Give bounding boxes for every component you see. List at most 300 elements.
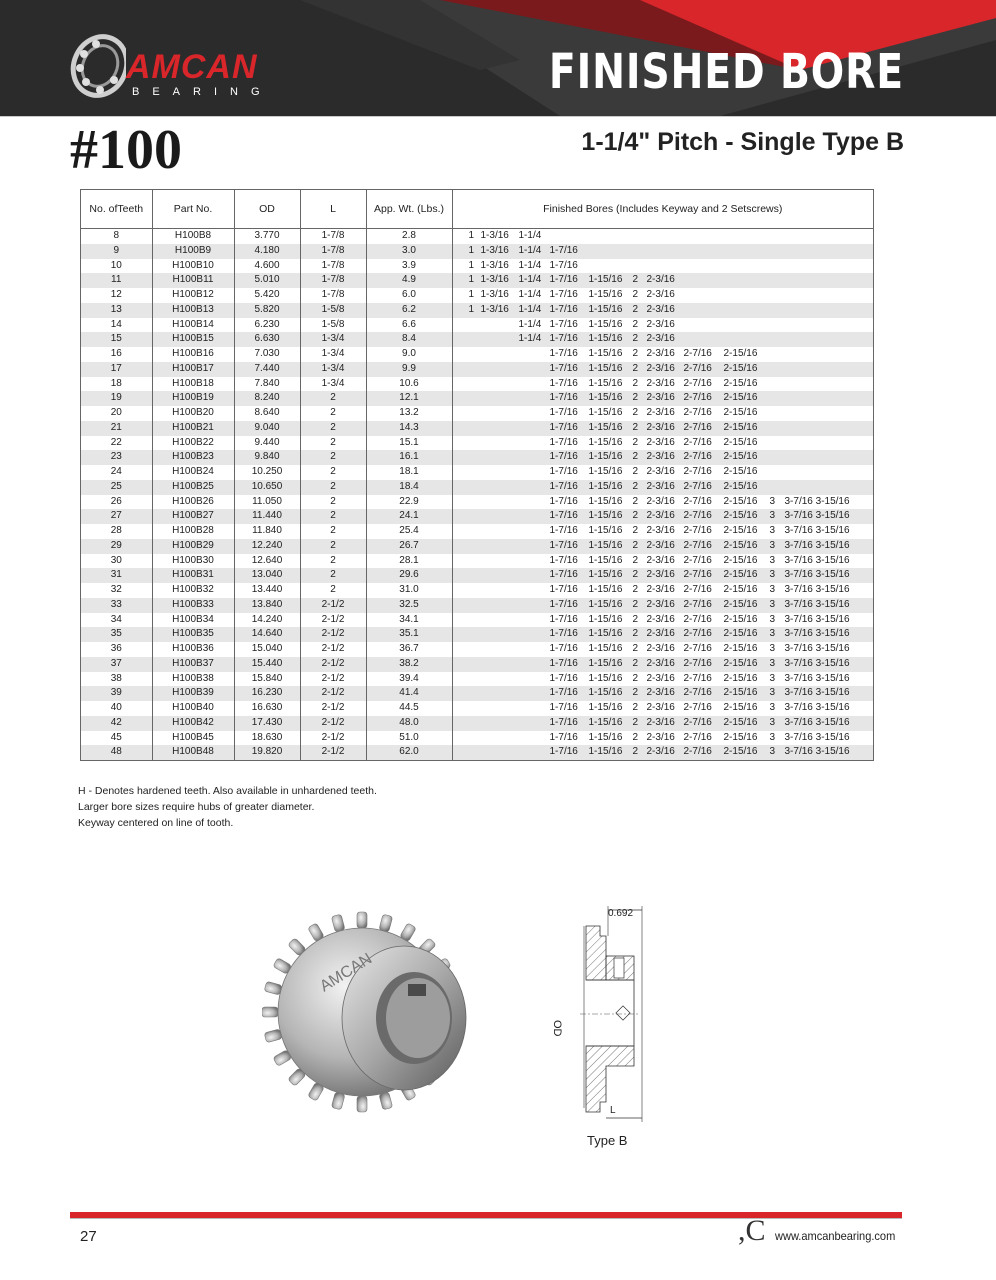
bore-size: 1-7/16 (549, 702, 578, 713)
cell-teeth: 26 (81, 495, 152, 510)
bore-size: 2-3/16 (646, 598, 675, 610)
cell-teeth: 27 (81, 509, 152, 524)
bore-size: 2-15/16 (723, 495, 758, 507)
bore-size: 2-3/16 (646, 746, 675, 758)
cell-od: 11.440 (234, 509, 300, 524)
cell-weight: 6.6 (366, 318, 452, 333)
bore-size: 2-15/16 (723, 598, 758, 610)
bore-size: 2 (632, 510, 639, 522)
bore-size: 1-7/16 (549, 643, 578, 654)
bore-size: 3-7/16 3-15/16 (784, 525, 850, 536)
bore-size: 1-15/16 (588, 628, 623, 640)
bore-size: 2-7/16 (683, 362, 712, 374)
cell-part-no: H100B22 (152, 436, 234, 451)
bore-size: 2-7/16 (683, 628, 712, 640)
bore-size: 1-15/16 (588, 687, 623, 699)
bore-size: 2-3/16 (646, 451, 675, 463)
bore-size: 2-7/16 (683, 539, 712, 551)
sprocket-tooth (331, 1092, 345, 1110)
table-row (81, 657, 873, 672)
table-row (81, 745, 873, 760)
bore-size: 1-15/16 (588, 303, 623, 315)
cell-od: 5.820 (234, 303, 300, 318)
cell-weight: 15.1 (366, 436, 452, 451)
cell-l: 2 (300, 568, 366, 583)
bore-size: 1-15/16 (588, 672, 623, 684)
col-weight: App. Wt. (Lbs.) (366, 190, 452, 229)
bore-size: 2-15/16 (723, 348, 758, 359)
bore-size: 3-7/16 3-15/16 (784, 495, 850, 507)
bore-size: 2-7/16 (683, 702, 712, 713)
bore-size: 2-7/16 (683, 643, 712, 654)
l-label: L (610, 1105, 616, 1116)
bore-size: 1-15/16 (588, 702, 623, 713)
bore-size: 2-3/16 (646, 716, 675, 728)
cell-l: 2 (300, 583, 366, 598)
cell-od: 13.440 (234, 583, 300, 598)
cell-part-no: H100B15 (152, 332, 234, 347)
cell-od: 10.250 (234, 465, 300, 480)
bore-size: 2-3/16 (646, 333, 675, 345)
cell-l: 2 (300, 554, 366, 569)
cell-l: 2 (300, 421, 366, 436)
bore-size: 2-7/16 (683, 569, 712, 581)
sprocket-tooth (264, 981, 282, 995)
cell-l: 1-5/8 (300, 318, 366, 333)
cell-bores (452, 509, 873, 524)
cell-l: 2-1/2 (300, 686, 366, 701)
cell-l: 1-7/8 (300, 259, 366, 274)
bore-size: 1 (468, 274, 475, 286)
cell-l: 2 (300, 539, 366, 554)
cell-teeth: 34 (81, 613, 152, 628)
bore-size: 3-7/16 3-15/16 (784, 569, 850, 581)
bore-size: 2-15/16 (723, 436, 758, 448)
bore-size: 1-15/16 (588, 554, 623, 566)
col-l: L (300, 190, 366, 229)
cell-od: 6.630 (234, 332, 300, 347)
bore-size: 2 (632, 554, 639, 566)
bore-size: 2-15/16 (723, 377, 758, 389)
cell-weight: 8.4 (366, 332, 452, 347)
bore-size: 1-3/16 (480, 230, 509, 241)
bore-size: 1-7/16 (549, 480, 578, 492)
bore-size: 2-7/16 (683, 421, 712, 433)
cell-od: 13.840 (234, 598, 300, 613)
bore-size: 1-7/16 (549, 436, 578, 448)
bore-size: 2-3/16 (646, 539, 675, 551)
bore-size: 2-7/16 (683, 657, 712, 669)
bore-size: 2-3/16 (646, 687, 675, 699)
bore-size: 1-7/16 (549, 333, 578, 345)
bore-size: 1-15/16 (588, 333, 623, 345)
bore-size: 1-15/16 (588, 584, 623, 595)
cell-l: 1-7/8 (300, 229, 366, 244)
bore-size: 3 (769, 746, 776, 758)
spec-table (81, 190, 873, 760)
col-finished-bores: Finished Bores (Includes Keyway and 2 Setscrews) (452, 190, 873, 229)
bore-size: 3-7/16 3-15/16 (784, 510, 850, 522)
bore-size: 3 (769, 539, 776, 551)
bore-size: 2 (632, 318, 639, 330)
bore-size: 2-15/16 (723, 392, 758, 404)
cell-part-no: H100B42 (152, 716, 234, 731)
table-row (81, 495, 873, 510)
sprocket-tooth (379, 914, 393, 932)
bore-size: 1-7/16 (549, 539, 578, 551)
cell-bores (452, 480, 873, 495)
bore-size: 2-3/16 (646, 480, 675, 492)
bore-size: 2-7/16 (683, 731, 712, 743)
bore-size: 2-15/16 (723, 451, 758, 463)
cell-bores (452, 731, 873, 746)
cell-weight: 3.9 (366, 259, 452, 274)
bore-size: 1-3/16 (480, 303, 509, 315)
cell-teeth: 21 (81, 421, 152, 436)
cell-od: 10.650 (234, 480, 300, 495)
table-row (81, 288, 873, 303)
cell-weight: 10.6 (366, 377, 452, 392)
cell-weight: 25.4 (366, 524, 452, 539)
cell-weight: 13.2 (366, 406, 452, 421)
cell-weight: 14.3 (366, 421, 452, 436)
table-row (81, 613, 873, 628)
cell-part-no: H100B30 (152, 554, 234, 569)
bore-size: 1-7/16 (549, 303, 578, 315)
page-number: 27 (80, 1228, 97, 1245)
cell-l: 2 (300, 450, 366, 465)
bore-size: 2-15/16 (723, 525, 758, 536)
table-row (81, 303, 873, 318)
bore-size: 2 (632, 466, 639, 477)
bore-size: 2-3/16 (646, 303, 675, 315)
bore-size: 1-15/16 (588, 362, 623, 374)
bore-size: 2-3/16 (646, 613, 675, 625)
cell-teeth: 30 (81, 554, 152, 569)
cell-part-no: H100B26 (152, 495, 234, 510)
cell-bores (452, 273, 873, 288)
bore-size: 1-15/16 (588, 746, 623, 758)
bore-size: 1-15/16 (588, 436, 623, 448)
bore-size: 2-15/16 (723, 643, 758, 654)
bore-size: 2 (632, 539, 639, 551)
table-row (81, 598, 873, 613)
cell-weight: 29.6 (366, 568, 452, 583)
cell-od: 4.180 (234, 244, 300, 259)
cell-weight: 48.0 (366, 716, 452, 731)
cell-od: 9.840 (234, 450, 300, 465)
cell-l: 1-7/8 (300, 244, 366, 259)
cell-od: 15.840 (234, 672, 300, 687)
table-row (81, 450, 873, 465)
cell-weight: 2.8 (366, 229, 452, 244)
bore-size: 1 (468, 289, 475, 300)
bore-size: 2 (632, 628, 639, 640)
cell-od: 7.030 (234, 347, 300, 362)
bore-size: 1-7/16 (549, 348, 578, 359)
table-row (81, 436, 873, 451)
bore-size: 1-15/16 (588, 318, 623, 330)
cell-od: 16.230 (234, 686, 300, 701)
cell-teeth: 14 (81, 318, 152, 333)
cell-teeth: 45 (81, 731, 152, 746)
cell-weight: 18.4 (366, 480, 452, 495)
cell-bores (452, 539, 873, 554)
photo-engraving: AMCAN (317, 950, 376, 996)
bore-size: 3-7/16 3-15/16 (784, 628, 850, 640)
bore-size: 2-15/16 (723, 362, 758, 374)
bore-size: 2-7/16 (683, 613, 712, 625)
bore-size: 1-3/16 (480, 274, 509, 286)
cell-od: 15.440 (234, 657, 300, 672)
cell-bores (452, 524, 873, 539)
bore-size: 3-7/16 3-15/16 (784, 554, 850, 566)
cell-teeth: 39 (81, 686, 152, 701)
bore-size: 3 (769, 731, 776, 743)
bore-size: 2-15/16 (723, 731, 758, 743)
bore-size: 2-3/16 (646, 407, 675, 418)
notes (78, 783, 377, 831)
bore-size: 1-15/16 (588, 539, 623, 551)
bore-size: 1-7/16 (549, 495, 578, 507)
bore-size: 2-7/16 (683, 407, 712, 418)
cell-part-no: H100B12 (152, 288, 234, 303)
cell-bores (452, 598, 873, 613)
brand-name: AMCAN (126, 48, 258, 86)
bore-size: 1-15/16 (588, 421, 623, 433)
bore-size: 2-15/16 (723, 687, 758, 699)
cell-part-no: H100B14 (152, 318, 234, 333)
cell-part-no: H100B31 (152, 568, 234, 583)
amcan-logo (66, 30, 286, 102)
cell-od: 13.040 (234, 568, 300, 583)
dimension-0692: 0.692 (608, 908, 634, 919)
bore-size: 2-7/16 (683, 510, 712, 522)
cell-bores (452, 421, 873, 436)
bore-size: 1-15/16 (588, 407, 623, 418)
bore-size: 2-3/16 (646, 569, 675, 581)
bore-size: 3 (769, 554, 776, 566)
cell-part-no: H100B33 (152, 598, 234, 613)
cell-od: 6.230 (234, 318, 300, 333)
bore-size: 1-15/16 (588, 613, 623, 625)
cell-weight: 38.2 (366, 657, 452, 672)
bore-size: 1-15/16 (588, 657, 623, 669)
cell-bores (452, 745, 873, 760)
cell-l: 2 (300, 406, 366, 421)
bore-size: 2-7/16 (683, 451, 712, 463)
table-row (81, 716, 873, 731)
bore-size: 1-7/16 (549, 259, 578, 271)
cell-bores (452, 450, 873, 465)
bore-size: 2 (632, 687, 639, 699)
cell-l: 2-1/2 (300, 627, 366, 642)
cell-part-no: H100B9 (152, 244, 234, 259)
cell-part-no: H100B40 (152, 701, 234, 716)
cell-teeth: 16 (81, 347, 152, 362)
website-link[interactable]: www.amcanbearing.com (775, 1229, 896, 1243)
bore-size: 2-15/16 (723, 702, 758, 713)
cell-od: 5.010 (234, 273, 300, 288)
bore-size: 1-1/4 (518, 244, 542, 256)
cell-weight: 34.1 (366, 613, 452, 628)
cell-teeth: 9 (81, 244, 152, 259)
bore-size: 2-7/16 (683, 480, 712, 492)
cell-part-no: H100B45 (152, 731, 234, 746)
bore-size: 2 (632, 525, 639, 536)
bore-size: 1-15/16 (588, 466, 623, 477)
bore-size: 2-3/16 (646, 348, 675, 359)
cell-teeth: 42 (81, 716, 152, 731)
cell-l: 2 (300, 436, 366, 451)
cell-l: 2 (300, 465, 366, 480)
cell-weight: 6.0 (366, 288, 452, 303)
bore-size: 2-7/16 (683, 392, 712, 404)
bore-size: 1-7/16 (549, 289, 578, 300)
cell-part-no: H100B23 (152, 450, 234, 465)
cell-l: 2 (300, 509, 366, 524)
cell-bores (452, 229, 873, 244)
bore-size: 1-7/16 (549, 584, 578, 595)
cell-weight: 41.4 (366, 686, 452, 701)
table-row (81, 480, 873, 495)
cell-weight: 35.1 (366, 627, 452, 642)
bore-size: 2-7/16 (683, 348, 712, 359)
cell-bores (452, 362, 873, 377)
type-b-caption: Type B (587, 1133, 628, 1148)
header-title: FINISHED BORE (549, 44, 904, 100)
cell-weight: 32.5 (366, 598, 452, 613)
bore-size: 1-15/16 (588, 377, 623, 389)
bore-size: 3 (769, 525, 776, 536)
cell-teeth: 36 (81, 642, 152, 657)
bore-size: 3 (769, 598, 776, 610)
bore-size: 2-7/16 (683, 598, 712, 610)
table-row (81, 539, 873, 554)
cell-l: 2-1/2 (300, 701, 366, 716)
bore-size: 3-7/16 3-15/16 (784, 598, 850, 610)
bore-size: 2-15/16 (723, 539, 758, 551)
cell-bores (452, 554, 873, 569)
bore-size: 3-7/16 3-15/16 (784, 716, 850, 728)
cell-weight: 4.9 (366, 273, 452, 288)
bore-size: 1-1/4 (518, 333, 542, 345)
cell-weight: 18.1 (366, 465, 452, 480)
cell-bores (452, 244, 873, 259)
bore-size: 2-7/16 (683, 436, 712, 448)
cell-bores (452, 347, 873, 362)
bore-size: 2-3/16 (646, 510, 675, 522)
cell-l: 2 (300, 524, 366, 539)
cell-part-no: H100B48 (152, 745, 234, 760)
table-row (81, 465, 873, 480)
bore-size: 1-15/16 (588, 289, 623, 300)
cell-part-no: H100B16 (152, 347, 234, 362)
bore-size: 2-7/16 (683, 466, 712, 477)
bore-size: 3 (769, 628, 776, 640)
bore-size: 1-7/16 (549, 362, 578, 374)
bore-size: 1-7/16 (549, 525, 578, 536)
cell-teeth: 38 (81, 672, 152, 687)
bore-size: 2-15/16 (723, 407, 758, 418)
cell-teeth: 35 (81, 627, 152, 642)
bore-size: 1-7/16 (549, 657, 578, 669)
cell-od: 5.420 (234, 288, 300, 303)
bore-size: 2-7/16 (683, 672, 712, 684)
bore-size: 3-7/16 3-15/16 (784, 539, 850, 551)
cell-weight: 44.5 (366, 701, 452, 716)
bore-size: 3-7/16 3-15/16 (784, 702, 850, 713)
bore-size: 3 (769, 702, 776, 713)
cell-part-no: H100B19 (152, 391, 234, 406)
table-row (81, 509, 873, 524)
bore-size: 3-7/16 3-15/16 (784, 731, 850, 743)
bore-size: 1-7/16 (549, 407, 578, 418)
sprocket-tooth (262, 1007, 278, 1017)
cell-weight: 16.1 (366, 450, 452, 465)
cell-od: 16.630 (234, 701, 300, 716)
model-number: #100 (70, 119, 182, 181)
bore-size: 2-3/16 (646, 672, 675, 684)
cell-teeth: 17 (81, 362, 152, 377)
bore-size: 2-7/16 (683, 687, 712, 699)
bore-size: 2 (632, 716, 639, 728)
cell-od: 14.240 (234, 613, 300, 628)
bore-size: 1-3/16 (480, 244, 509, 256)
table-row (81, 347, 873, 362)
bore-size: 2 (632, 569, 639, 581)
cell-od: 14.640 (234, 627, 300, 642)
cell-od: 8.640 (234, 406, 300, 421)
sprocket-tooth (379, 1092, 393, 1110)
bore-size: 2 (632, 274, 639, 286)
bore-size: 2-15/16 (723, 672, 758, 684)
table-row (81, 318, 873, 333)
bore-size: 2 (632, 362, 639, 374)
bore-size: 2 (632, 333, 639, 345)
bore-size: 2 (632, 289, 639, 300)
bore-size: 2-3/16 (646, 628, 675, 640)
cell-bores (452, 627, 873, 642)
cell-od: 8.240 (234, 391, 300, 406)
cell-part-no: H100B37 (152, 657, 234, 672)
bore-size: 3 (769, 672, 776, 684)
bore-size: 2 (632, 348, 639, 359)
bore-size: 2-3/16 (646, 466, 675, 477)
bore-size: 1-7/16 (549, 451, 578, 463)
cell-l: 2-1/2 (300, 598, 366, 613)
bore-size: 2-15/16 (723, 510, 758, 522)
bore-size: 2-3/16 (646, 274, 675, 286)
cell-weight: 31.0 (366, 583, 452, 598)
bore-size: 3 (769, 495, 776, 507)
bore-size: 2-15/16 (723, 657, 758, 669)
table-row (81, 244, 873, 259)
bore-size: 2 (632, 303, 639, 315)
cell-l: 1-3/4 (300, 347, 366, 362)
cell-teeth: 19 (81, 391, 152, 406)
cell-part-no: H100B28 (152, 524, 234, 539)
bore-size: 1-15/16 (588, 392, 623, 404)
type-b-drawing (540, 896, 680, 1156)
bore-size: 2-3/16 (646, 643, 675, 654)
cell-bores (452, 701, 873, 716)
bore-size: 2-15/16 (723, 584, 758, 595)
cell-teeth: 29 (81, 539, 152, 554)
bore-size: 2-15/16 (723, 628, 758, 640)
cell-od: 3.770 (234, 229, 300, 244)
cell-l: 2-1/2 (300, 657, 366, 672)
